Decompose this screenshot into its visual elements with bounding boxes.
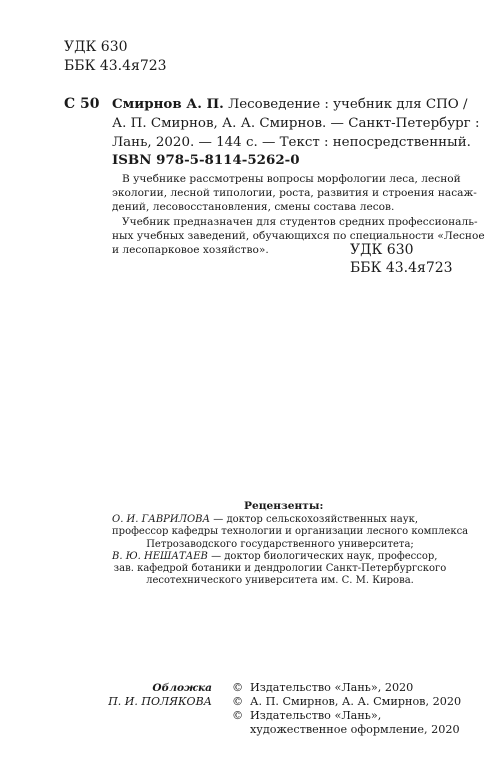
abstract-line: дений, лесовосстановления, смены состава лесов. [112,201,395,214]
cover-designer-name: П. И. ПОЛЯКОВА [108,695,212,708]
cover-credit-label: Обложка [152,682,212,694]
copyright-line: © Издательство «Лань», 2020 [232,681,414,694]
reviewers-list [112,514,469,588]
reviewer-2-name: В. Ю. НЕШАТАЕВ [112,550,208,562]
abstract-line: Учебник предназначен для студентов средних профессиональ- [122,215,478,228]
isbn: ISBN 978-5-8114-5262-0 [112,152,300,168]
bbk-code: ББК 43.4я723 [64,58,167,74]
copyright-symbol: © [232,709,244,722]
copyright-line-continued: художественное оформление, 2020 [250,723,460,736]
reviewer-1-line-1: О. И. ГАВРИЛОВА — доктор сельскохозяйственных наук, [112,514,419,525]
bibliographic-record [112,95,480,152]
copyright-line: © А. П. Смирнов, А. А. Смирнов, 2020 [232,695,462,708]
abstract-line: экологии, лесной типологии, роста, развития и строения насаж- [112,187,477,200]
catalog-code: С 50 [64,96,100,112]
abstract-line: ных учебных заведений, обучающихся по специальности «Лесное [112,229,485,242]
copyright-symbol: © [232,681,244,694]
reviewer-1-name: О. И. ГАВРИЛОВА [112,514,211,525]
biblio-line-3: Лань, 2020. — 144 с. — Текст : непосредственный. [112,135,471,150]
reviewer-1-line-3: Петрозаводского государственного университета; [146,538,414,550]
reviewer-2-line-2: зав. кафедрой ботаники и дендрологии Санкт-Петербургского [113,563,447,575]
biblio-line-2: А. П. Смирнов, А. А. Смирнов. — Санкт-Петербург : [112,116,480,131]
copyright-block [232,681,461,737]
abstract-line: В учебнике рассмотрены вопросы морфологии леса, лесной [122,173,461,185]
copyright-symbol: © [232,695,244,708]
abstract-line: и лесопарковое хозяйство». [112,244,269,257]
reviewers-heading: Рецензенты: [244,500,324,512]
udk-code: УДК 630 [64,39,128,55]
classification-codes-top [64,38,167,76]
copyright-line: © Издательство «Лань», [232,709,382,722]
reviewer-2-line-1: В. Ю. НЕШАТАЕВ — доктор биологических наук, профессор, [112,550,438,562]
udk-code: УДК 630 [350,242,414,258]
bbk-code: ББК 43.4я723 [350,260,453,276]
biblio-line-1 [112,95,468,114]
biblio-title: Лесоведение : учебник для СПО / [223,97,468,112]
reviewer-1-line-2: профессор кафедры технологии и организации лесного комплекса [112,526,469,538]
classification-codes-bottom [350,241,453,277]
biblio-author: Смирнов А. П. [112,96,224,112]
reviewer-2-line-3: лесотехнического университета им. С. М. Кирова. [146,575,414,587]
